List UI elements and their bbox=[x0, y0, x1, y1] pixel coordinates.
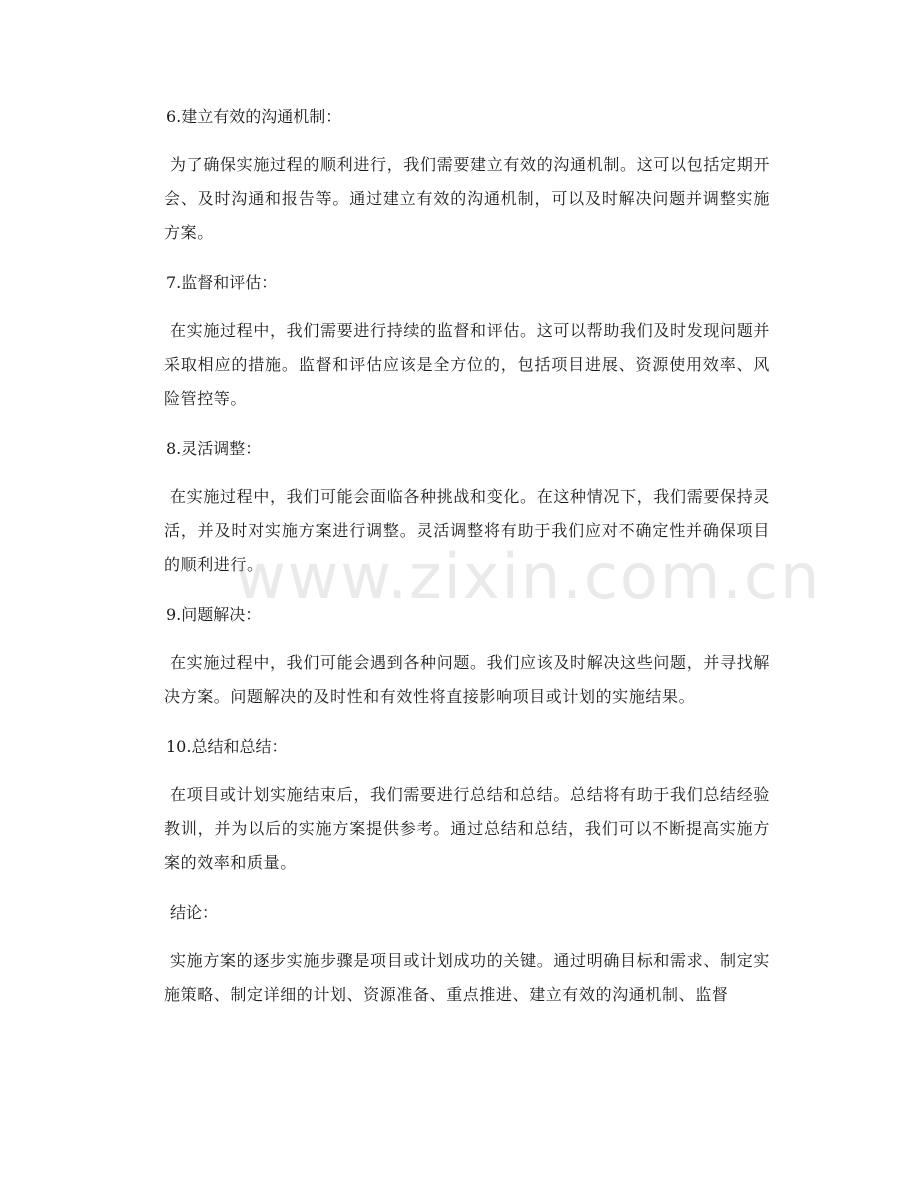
section-body-9: 在实施过程中，我们可能会遇到各种问题。我们应该及时解决这些问题，并寻找解决方案。问题解决的及时性和有效性将直接影响项目或计划的实施结果。 bbox=[164, 653, 770, 706]
section-heading-8: 8.灵活调整： bbox=[166, 439, 262, 458]
conclusion-heading: 结论： bbox=[170, 903, 219, 922]
section-heading-10: 10.总结和总结： bbox=[166, 737, 288, 756]
document-content bbox=[164, 100, 822, 1012]
section-body-7: 在实施过程中，我们需要进行持续的监督和评估。这可以帮助我们及时发现问题并采取相应的措施。监督和评估应该是全方位的，包括项目进展、资源使用效率、风险管控等。 bbox=[164, 321, 770, 408]
section-heading-9: 9.问题解决： bbox=[166, 605, 262, 624]
section-body-10: 在项目或计划实施结束后，我们需要进行总结和总结。总结将有助于我们总结经验教训，并为以后的实施方案提供参考。通过总结和总结，我们可以不断提高实施方案的效率和质量。 bbox=[164, 785, 770, 872]
watermark-text: www.zixin.com.cn bbox=[235, 540, 822, 613]
section-body-6: 为了确保实施过程的顺利进行，我们需要建立有效的沟通机制。这可以包括定期开会、及时沟通和报告等。通过建立有效的沟通机制，可以及时解决问题并调整实施方案。 bbox=[164, 155, 770, 242]
section-heading-6: 6.建立有效的沟通机制： bbox=[166, 107, 342, 126]
section-body-8: 在实施过程中，我们可能会面临各种挑战和变化。在这种情况下，我们需要保持灵活，并及时对实施方案进行调整。灵活调整将有助于我们应对不确定性并确保项目的顺利进行。 bbox=[164, 487, 770, 574]
conclusion-body: 实施方案的逐步实施步骤是项目或计划成功的关键。通过明确目标和需求、制定实施策略、制定详细的计划、资源准备、重点推进、建立有效的沟通机制、监督 bbox=[164, 951, 770, 1004]
section-heading-7: 7.监督和评估： bbox=[166, 273, 278, 292]
